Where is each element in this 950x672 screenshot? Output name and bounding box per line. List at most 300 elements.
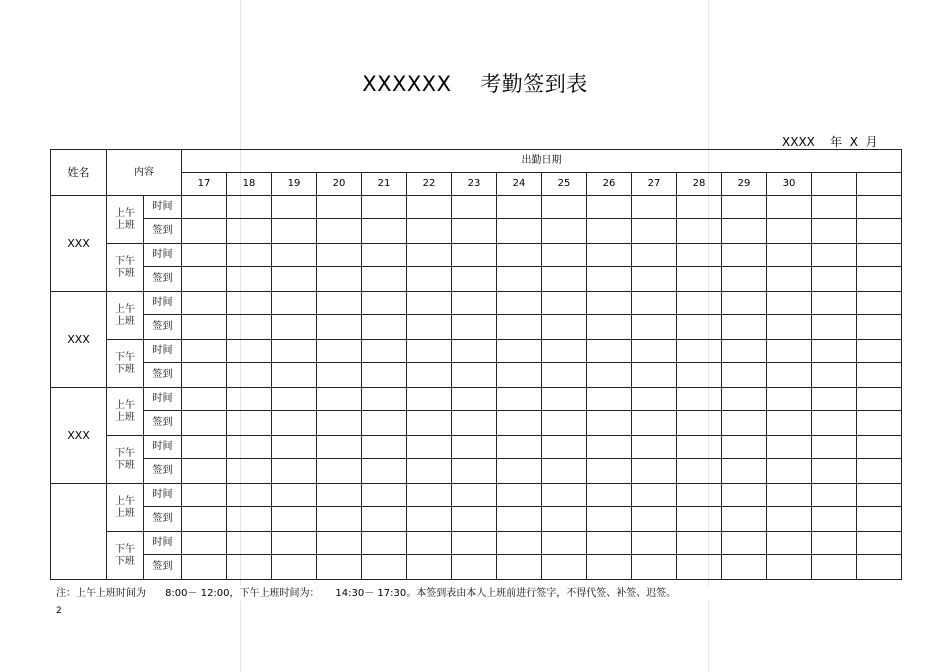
period-label-line: 下班 [115, 363, 135, 375]
signature-cell[interactable] [497, 363, 542, 388]
time-entry-cell[interactable] [317, 436, 362, 459]
signature-cell[interactable] [632, 459, 677, 484]
time-entry-cell[interactable] [272, 196, 317, 219]
table-row [51, 340, 902, 363]
signature-cell[interactable] [677, 507, 722, 532]
time-entry-cell[interactable] [317, 244, 362, 267]
period-label-line: 上班 [115, 507, 135, 519]
signature-cell[interactable] [677, 411, 722, 436]
time-entry-cell[interactable] [182, 532, 227, 555]
signature-cell[interactable] [857, 267, 902, 292]
signature-cell[interactable] [407, 555, 452, 580]
attendance-table [50, 149, 902, 580]
time-entry-cell[interactable] [272, 436, 317, 459]
signature-cell[interactable] [317, 315, 362, 340]
time-entry-cell[interactable] [362, 244, 407, 267]
time-entry-cell[interactable] [182, 292, 227, 315]
time-entry-cell[interactable] [857, 484, 902, 507]
signature-cell[interactable] [362, 411, 407, 436]
signature-cell[interactable] [542, 267, 587, 292]
date-header-cell: 17 [182, 173, 227, 196]
time-entry-cell[interactable] [812, 340, 857, 363]
signature-cell[interactable] [722, 315, 767, 340]
signature-cell[interactable] [272, 555, 317, 580]
signature-cell[interactable] [587, 219, 632, 244]
time-entry-cell[interactable] [317, 196, 362, 219]
time-entry-cell[interactable] [677, 388, 722, 411]
signature-cell[interactable] [497, 507, 542, 532]
period-label-line: 上午 [115, 399, 135, 411]
time-entry-cell[interactable] [542, 244, 587, 267]
signature-cell[interactable] [452, 219, 497, 244]
time-entry-cell[interactable] [317, 340, 362, 363]
signature-cell[interactable] [317, 555, 362, 580]
signature-cell[interactable] [227, 315, 272, 340]
signature-cell[interactable] [452, 315, 497, 340]
signature-cell[interactable] [407, 411, 452, 436]
time-entry-cell[interactable] [272, 244, 317, 267]
signature-cell[interactable] [857, 459, 902, 484]
time-entry-cell[interactable] [227, 244, 272, 267]
signature-cell[interactable] [407, 363, 452, 388]
period-label-line: 下午 [115, 351, 135, 363]
signature-cell[interactable] [362, 363, 407, 388]
attendance-date-header: 出勤日期 [182, 150, 902, 173]
pm-period-label [107, 436, 144, 484]
signature-cell[interactable] [272, 315, 317, 340]
time-label: 时间 [144, 436, 182, 459]
time-entry-cell[interactable] [632, 484, 677, 507]
signature-cell[interactable] [317, 219, 362, 244]
time-entry-cell[interactable] [767, 292, 812, 315]
signature-cell[interactable] [272, 411, 317, 436]
signature-cell[interactable] [317, 267, 362, 292]
time-entry-cell[interactable] [722, 196, 767, 219]
time-entry-cell[interactable] [407, 484, 452, 507]
time-entry-cell[interactable] [722, 436, 767, 459]
time-entry-cell[interactable] [272, 340, 317, 363]
time-entry-cell[interactable] [587, 244, 632, 267]
time-entry-cell[interactable] [722, 292, 767, 315]
table-row [51, 532, 902, 555]
time-label: 时间 [144, 484, 182, 507]
sign-label: 签到 [144, 219, 182, 244]
time-entry-cell[interactable] [272, 484, 317, 507]
signature-cell[interactable] [722, 267, 767, 292]
time-entry-cell[interactable] [452, 532, 497, 555]
signature-cell[interactable] [497, 555, 542, 580]
signature-cell[interactable] [452, 507, 497, 532]
signature-cell[interactable] [272, 507, 317, 532]
time-entry-cell[interactable] [407, 340, 452, 363]
signature-cell[interactable] [272, 459, 317, 484]
time-entry-cell[interactable] [587, 340, 632, 363]
time-entry-cell[interactable] [227, 292, 272, 315]
time-entry-cell[interactable] [272, 292, 317, 315]
signature-cell[interactable] [317, 411, 362, 436]
signature-cell[interactable] [542, 507, 587, 532]
time-entry-cell[interactable] [362, 484, 407, 507]
signature-cell[interactable] [452, 363, 497, 388]
signature-cell[interactable] [362, 219, 407, 244]
time-entry-cell[interactable] [227, 484, 272, 507]
time-entry-cell[interactable] [857, 388, 902, 411]
signature-cell[interactable] [497, 411, 542, 436]
time-entry-cell[interactable] [542, 484, 587, 507]
time-entry-cell[interactable] [317, 484, 362, 507]
signature-cell[interactable] [722, 507, 767, 532]
time-entry-cell[interactable] [857, 436, 902, 459]
time-entry-cell[interactable] [362, 196, 407, 219]
signature-cell[interactable] [542, 411, 587, 436]
time-entry-cell[interactable] [452, 244, 497, 267]
time-entry-cell[interactable] [497, 436, 542, 459]
time-entry-cell[interactable] [767, 484, 812, 507]
time-entry-cell[interactable] [812, 532, 857, 555]
time-entry-cell[interactable] [722, 388, 767, 411]
signature-cell[interactable] [632, 315, 677, 340]
signature-cell[interactable] [497, 315, 542, 340]
signature-cell[interactable] [767, 219, 812, 244]
time-entry-cell[interactable] [452, 484, 497, 507]
time-entry-cell[interactable] [677, 244, 722, 267]
time-entry-cell[interactable] [182, 436, 227, 459]
time-entry-cell[interactable] [452, 388, 497, 411]
signature-cell[interactable] [857, 363, 902, 388]
signature-cell[interactable] [362, 507, 407, 532]
signature-cell[interactable] [767, 555, 812, 580]
signature-cell[interactable] [767, 267, 812, 292]
period-label-line: 上班 [115, 219, 135, 231]
time-entry-cell[interactable] [632, 196, 677, 219]
time-entry-cell[interactable] [587, 532, 632, 555]
signature-cell[interactable] [407, 219, 452, 244]
time-entry-cell[interactable] [452, 340, 497, 363]
signature-cell[interactable] [677, 315, 722, 340]
pm-period-label [107, 340, 144, 388]
signature-cell[interactable] [722, 411, 767, 436]
sign-label: 签到 [144, 363, 182, 388]
time-entry-cell[interactable] [407, 196, 452, 219]
signature-cell[interactable] [767, 459, 812, 484]
time-entry-cell[interactable] [452, 196, 497, 219]
signature-cell[interactable] [182, 267, 227, 292]
time-entry-cell[interactable] [767, 340, 812, 363]
time-entry-cell[interactable] [677, 196, 722, 219]
time-entry-cell[interactable] [587, 436, 632, 459]
time-entry-cell[interactable] [497, 532, 542, 555]
date-header-cell [857, 173, 902, 196]
signature-cell[interactable] [632, 219, 677, 244]
signature-cell[interactable] [767, 363, 812, 388]
period-label-line: 下午 [115, 543, 135, 555]
signature-cell[interactable] [362, 555, 407, 580]
time-entry-cell[interactable] [587, 484, 632, 507]
time-entry-cell[interactable] [497, 388, 542, 411]
signature-cell[interactable] [632, 363, 677, 388]
signature-cell[interactable] [677, 267, 722, 292]
time-entry-cell[interactable] [812, 436, 857, 459]
date-header-cell: 22 [407, 173, 452, 196]
signature-cell[interactable] [227, 459, 272, 484]
time-entry-cell[interactable] [317, 532, 362, 555]
signature-cell[interactable] [812, 411, 857, 436]
signature-cell[interactable] [857, 315, 902, 340]
signature-cell[interactable] [317, 459, 362, 484]
signature-cell[interactable] [182, 315, 227, 340]
signature-cell[interactable] [587, 555, 632, 580]
signature-cell[interactable] [812, 315, 857, 340]
signature-cell[interactable] [722, 219, 767, 244]
table-row [51, 219, 902, 244]
time-entry-cell[interactable] [632, 340, 677, 363]
date-header-cell: 27 [632, 173, 677, 196]
signature-cell[interactable] [587, 315, 632, 340]
signature-cell[interactable] [182, 555, 227, 580]
signature-cell[interactable] [677, 363, 722, 388]
time-entry-cell[interactable] [722, 532, 767, 555]
time-entry-cell[interactable] [182, 244, 227, 267]
time-entry-cell[interactable] [407, 244, 452, 267]
time-entry-cell[interactable] [497, 484, 542, 507]
time-entry-cell[interactable] [362, 292, 407, 315]
signature-cell[interactable] [497, 459, 542, 484]
signature-cell[interactable] [542, 315, 587, 340]
signature-cell[interactable] [587, 267, 632, 292]
signature-cell[interactable] [722, 459, 767, 484]
signature-cell[interactable] [542, 219, 587, 244]
time-entry-cell[interactable] [542, 388, 587, 411]
time-entry-cell[interactable] [767, 388, 812, 411]
table-row [51, 411, 902, 436]
signature-cell[interactable] [272, 363, 317, 388]
time-entry-cell[interactable] [722, 484, 767, 507]
time-entry-cell[interactable] [812, 484, 857, 507]
sign-label: 签到 [144, 459, 182, 484]
date-header-cell: 29 [722, 173, 767, 196]
time-entry-cell[interactable] [497, 244, 542, 267]
signature-cell[interactable] [857, 411, 902, 436]
time-entry-cell[interactable] [542, 532, 587, 555]
signature-cell[interactable] [452, 555, 497, 580]
signature-cell[interactable] [767, 411, 812, 436]
time-entry-cell[interactable] [452, 292, 497, 315]
time-entry-cell[interactable] [182, 388, 227, 411]
time-entry-cell[interactable] [272, 532, 317, 555]
time-entry-cell[interactable] [182, 340, 227, 363]
time-entry-cell[interactable] [632, 532, 677, 555]
signature-cell[interactable] [497, 267, 542, 292]
time-entry-cell[interactable] [227, 196, 272, 219]
time-entry-cell[interactable] [722, 244, 767, 267]
time-entry-cell[interactable] [227, 436, 272, 459]
signature-cell[interactable] [362, 267, 407, 292]
signature-cell[interactable] [227, 363, 272, 388]
time-entry-cell[interactable] [722, 340, 767, 363]
signature-cell[interactable] [317, 507, 362, 532]
signature-cell[interactable] [857, 555, 902, 580]
signature-cell[interactable] [812, 555, 857, 580]
signature-cell[interactable] [857, 219, 902, 244]
signature-cell[interactable] [722, 363, 767, 388]
signature-cell[interactable] [542, 363, 587, 388]
signature-cell[interactable] [677, 459, 722, 484]
time-entry-cell[interactable] [632, 388, 677, 411]
time-entry-cell[interactable] [182, 196, 227, 219]
time-entry-cell[interactable] [857, 340, 902, 363]
signature-cell[interactable] [812, 459, 857, 484]
time-entry-cell[interactable] [407, 292, 452, 315]
time-entry-cell[interactable] [857, 532, 902, 555]
time-entry-cell[interactable] [542, 196, 587, 219]
time-entry-cell[interactable] [362, 388, 407, 411]
table-row [51, 244, 902, 267]
employee-name: XXX [51, 388, 107, 484]
employee-name: XXX [51, 196, 107, 292]
time-entry-cell[interactable] [272, 388, 317, 411]
signature-cell[interactable] [632, 267, 677, 292]
time-entry-cell[interactable] [587, 196, 632, 219]
signature-cell[interactable] [812, 267, 857, 292]
signature-cell[interactable] [362, 315, 407, 340]
signature-cell[interactable] [452, 267, 497, 292]
signature-cell[interactable] [587, 363, 632, 388]
time-label: 时间 [144, 532, 182, 555]
signature-cell[interactable] [182, 219, 227, 244]
time-entry-cell[interactable] [407, 532, 452, 555]
signature-cell[interactable] [362, 459, 407, 484]
time-entry-cell[interactable] [677, 484, 722, 507]
time-label: 时间 [144, 340, 182, 363]
signature-cell[interactable] [182, 411, 227, 436]
date-header-cell: 25 [542, 173, 587, 196]
signature-cell[interactable] [722, 555, 767, 580]
time-entry-cell[interactable] [632, 292, 677, 315]
signature-cell[interactable] [227, 555, 272, 580]
table-row [51, 267, 902, 292]
time-entry-cell[interactable] [767, 244, 812, 267]
time-label: 时间 [144, 388, 182, 411]
time-entry-cell[interactable] [362, 532, 407, 555]
time-entry-cell[interactable] [542, 340, 587, 363]
time-entry-cell[interactable] [317, 388, 362, 411]
time-entry-cell[interactable] [857, 196, 902, 219]
time-entry-cell[interactable] [857, 244, 902, 267]
signature-cell[interactable] [677, 219, 722, 244]
time-entry-cell[interactable] [542, 436, 587, 459]
signature-cell[interactable] [407, 459, 452, 484]
time-entry-cell[interactable] [677, 532, 722, 555]
time-entry-cell[interactable] [677, 436, 722, 459]
time-entry-cell[interactable] [497, 196, 542, 219]
signature-cell[interactable] [587, 459, 632, 484]
time-entry-cell[interactable] [362, 436, 407, 459]
signature-cell[interactable] [587, 507, 632, 532]
time-entry-cell[interactable] [767, 436, 812, 459]
time-entry-cell[interactable] [407, 388, 452, 411]
time-entry-cell[interactable] [812, 388, 857, 411]
time-entry-cell[interactable] [227, 388, 272, 411]
date-header-cell: 30 [767, 173, 812, 196]
table-row [51, 315, 902, 340]
signature-cell[interactable] [227, 267, 272, 292]
signature-cell[interactable] [227, 411, 272, 436]
time-entry-cell[interactable] [677, 292, 722, 315]
signature-cell[interactable] [542, 459, 587, 484]
time-entry-cell[interactable] [227, 532, 272, 555]
signature-cell[interactable] [767, 507, 812, 532]
signature-cell[interactable] [227, 507, 272, 532]
time-entry-cell[interactable] [497, 340, 542, 363]
signature-cell[interactable] [857, 507, 902, 532]
time-entry-cell[interactable] [182, 484, 227, 507]
signature-cell[interactable] [632, 411, 677, 436]
time-label: 时间 [144, 244, 182, 267]
time-entry-cell[interactable] [677, 340, 722, 363]
signature-cell[interactable] [677, 555, 722, 580]
time-entry-cell[interactable] [812, 196, 857, 219]
signature-cell[interactable] [407, 267, 452, 292]
signature-cell[interactable] [182, 363, 227, 388]
signature-cell[interactable] [632, 507, 677, 532]
time-entry-cell[interactable] [767, 196, 812, 219]
time-entry-cell[interactable] [542, 292, 587, 315]
signature-cell[interactable] [812, 219, 857, 244]
time-entry-cell[interactable] [632, 244, 677, 267]
signature-cell[interactable] [452, 459, 497, 484]
time-entry-cell[interactable] [227, 340, 272, 363]
signature-cell[interactable] [497, 219, 542, 244]
time-entry-cell[interactable] [407, 436, 452, 459]
signature-cell[interactable] [632, 555, 677, 580]
table-row [51, 292, 902, 315]
signature-cell[interactable] [272, 267, 317, 292]
signature-cell[interactable] [227, 219, 272, 244]
signature-cell[interactable] [542, 555, 587, 580]
signature-cell[interactable] [452, 411, 497, 436]
signature-cell[interactable] [812, 363, 857, 388]
time-entry-cell[interactable] [317, 292, 362, 315]
pm-period-label [107, 532, 144, 580]
date-header-cell [812, 173, 857, 196]
signature-cell[interactable] [272, 219, 317, 244]
signature-cell[interactable] [767, 315, 812, 340]
signature-cell[interactable] [182, 459, 227, 484]
signature-cell[interactable] [812, 507, 857, 532]
date-header-cell: 18 [227, 173, 272, 196]
time-entry-cell[interactable] [857, 292, 902, 315]
signature-cell[interactable] [317, 363, 362, 388]
sign-label: 签到 [144, 411, 182, 436]
signature-cell[interactable] [587, 411, 632, 436]
date-header-cell: 23 [452, 173, 497, 196]
time-entry-cell[interactable] [497, 292, 542, 315]
signature-cell[interactable] [182, 507, 227, 532]
time-entry-cell[interactable] [587, 292, 632, 315]
time-entry-cell[interactable] [362, 340, 407, 363]
time-entry-cell[interactable] [812, 244, 857, 267]
time-entry-cell[interactable] [767, 532, 812, 555]
time-entry-cell[interactable] [632, 436, 677, 459]
time-label: 时间 [144, 292, 182, 315]
table-row [51, 436, 902, 459]
signature-cell[interactable] [407, 507, 452, 532]
signature-cell[interactable] [407, 315, 452, 340]
time-entry-cell[interactable] [452, 436, 497, 459]
time-entry-cell[interactable] [587, 388, 632, 411]
sign-label: 签到 [144, 315, 182, 340]
time-entry-cell[interactable] [812, 292, 857, 315]
